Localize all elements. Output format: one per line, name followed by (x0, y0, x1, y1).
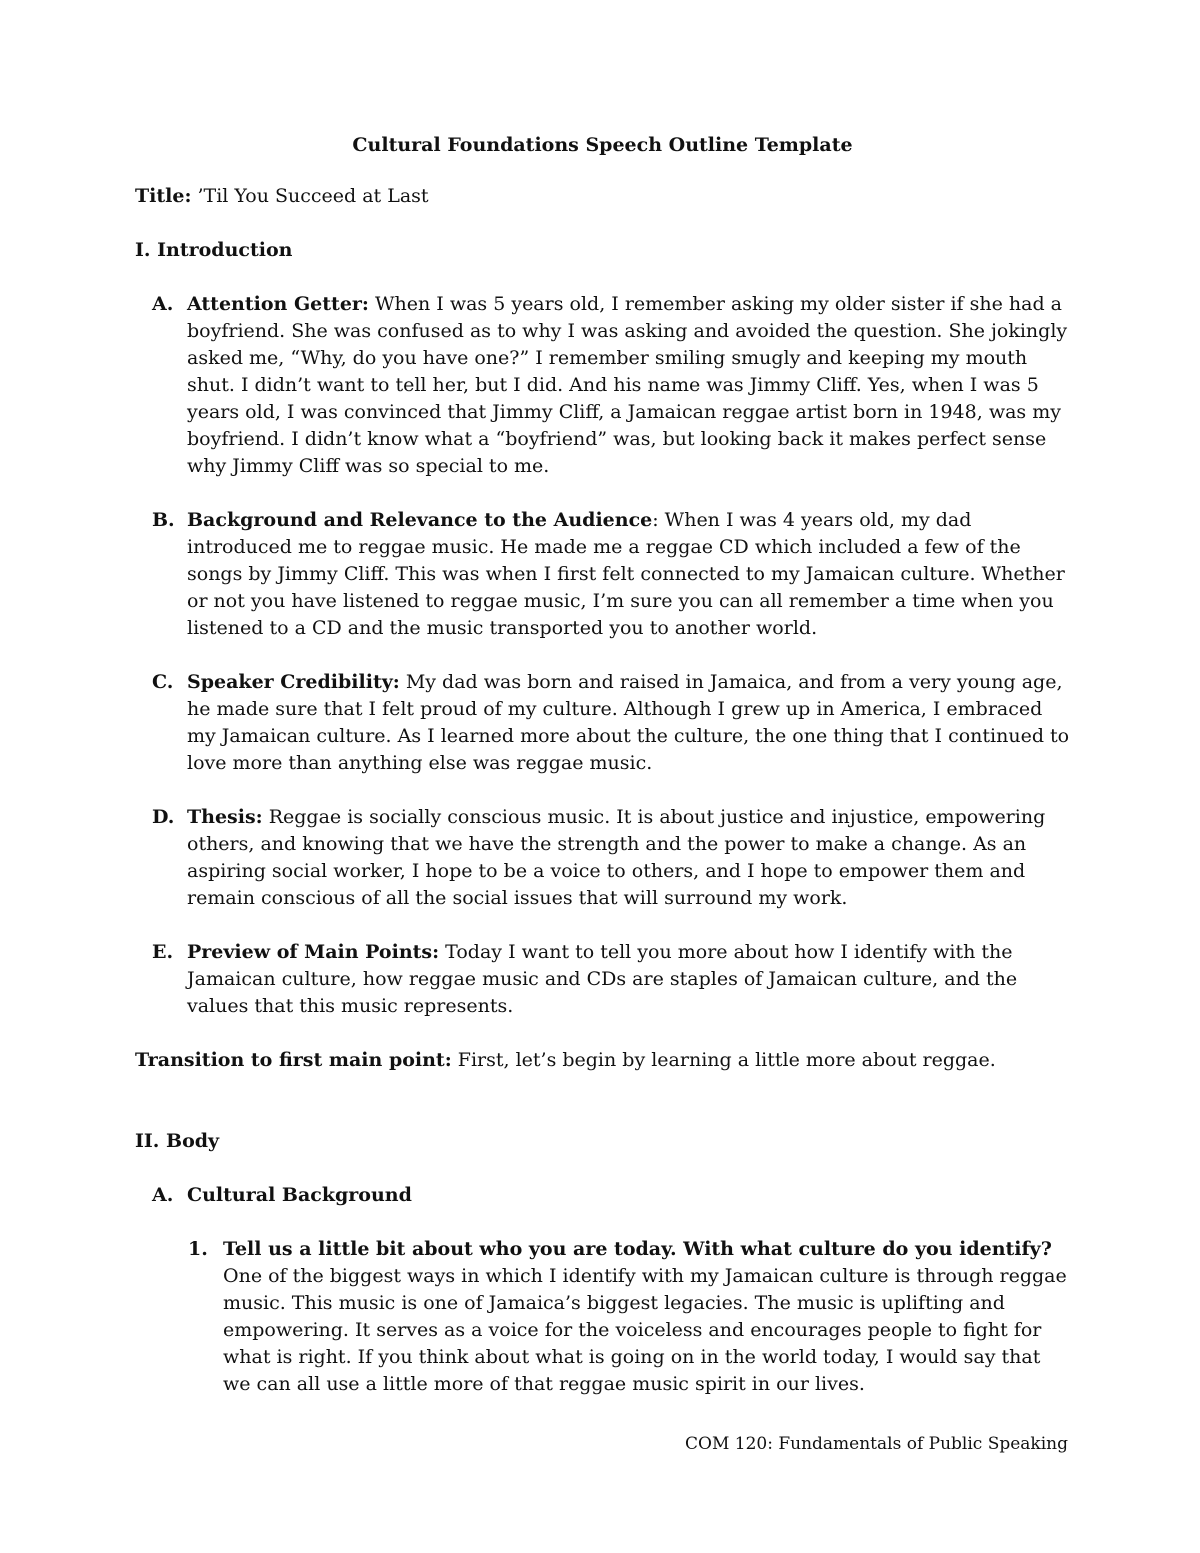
speech-title-label: Title: (135, 185, 192, 207)
intro-item-attention-getter (135, 291, 1070, 480)
intro-item-background-relevance (135, 507, 1070, 642)
intro-item-thesis (135, 804, 1070, 912)
item-text: : When I was 4 years old, my dad introduced me to reggae music. He made me a reggae CD which included a few of the songs by Jimmy Cliff. This was when I first felt connected to my Jamaican culture. Whether or not you have listened to reggae music, I’m sure you can all remember a time when you listened to a CD and the music transported you to another world. (187, 509, 1065, 639)
transition-text: First, let’s begin by learning a little more about reggae. (451, 1049, 996, 1071)
item-text: Today I want to tell you more about how I identify with the Jamaican culture, how reggae music and CDs are staples of Jamaican culture, and the values that this music represents. (187, 941, 1018, 1017)
body-subitem-identity (135, 1236, 1070, 1398)
item-marker: D. (152, 806, 175, 828)
subitem-marker: 1. (188, 1238, 208, 1260)
item-text: When I was 5 years old, I remember asking my older sister if she had a boyfriend. She was confused as to why I was asking and avoided the question. She jokingly asked me, “Why, do you have one?” I remember smiling smugly and keeping my mouth shut. I didn’t want to tell her, but I did. And his name was Jimmy Cliff. Yes, when I was 5 years old, I was convinced that Jimmy Cliff, a Jamaican reggae artist born in 1948, was my boyfriend. I didn’t know what a “boyfriend” was, but looking back it makes perfect sense why Jimmy Cliff was so special to me. (187, 293, 1068, 477)
item-marker: C. (152, 671, 174, 693)
item-label: Background and Relevance to the Audience (187, 509, 653, 531)
document-heading: Cultural Foundations Speech Outline Template (352, 134, 853, 156)
intro-item-preview-main-points (135, 939, 1070, 1020)
item-marker: A. (152, 293, 174, 315)
transition-line (135, 1047, 1070, 1074)
item-label: Preview of Main Points: (187, 941, 440, 963)
body-heading: II. Body (135, 1130, 220, 1152)
item-label: Speaker Credibility: (187, 671, 400, 693)
item-marker: B. (152, 509, 175, 531)
body-section-cultural-background (135, 1182, 1070, 1209)
spacer (135, 1101, 1070, 1128)
item-text: Reggae is socially conscious music. It is about justice and injustice, empowering others, and knowing that we have the strength and the power to make a change. As an aspiring social worker, I hope to be a voice to others, and I hope to empower them and remain conscious of all the social issues that will surround my work. (187, 806, 1046, 909)
item-text: My dad was born and raised in Jamaica, and from a very young age, he made sure that I felt proud of my culture. Although I grew up in America, I embraced my Jamaican culture. As I learned more about the culture, the one thing that I continued to love more than anything else was reggae music. (187, 671, 1070, 774)
introduction-heading: I. Introduction (135, 239, 293, 261)
item-label: Thesis: (187, 806, 263, 828)
transition-label: Transition to first main point: (135, 1049, 452, 1071)
section-label: Cultural Background (187, 1184, 412, 1206)
intro-item-speaker-credibility (135, 669, 1070, 777)
speech-title-value: ’Til You Succeed at Last (191, 185, 429, 207)
document-page (135, 132, 1070, 1425)
item-marker: E. (152, 941, 174, 963)
subitem-text: One of the biggest ways in which I identify with my Jamaican culture is through reggae music. This music is one of Jamaica’s biggest legacies. The music is uplifting and empowering. It serves as a voice for the voiceless and encourages people to fight for what is right. If you think about what is going on in the world today, I would say that we can all use a little more of that reggae music spirit in our lives. (223, 1265, 1067, 1395)
speech-title-line (135, 183, 1070, 210)
item-marker: A. (152, 1184, 174, 1206)
footer-course: COM 120: Fundamentals of Public Speaking (685, 1434, 1068, 1454)
subitem-question: Tell us a little bit about who you are today. With what culture do you identify? (223, 1238, 1052, 1260)
item-label: Attention Getter: (187, 293, 369, 315)
